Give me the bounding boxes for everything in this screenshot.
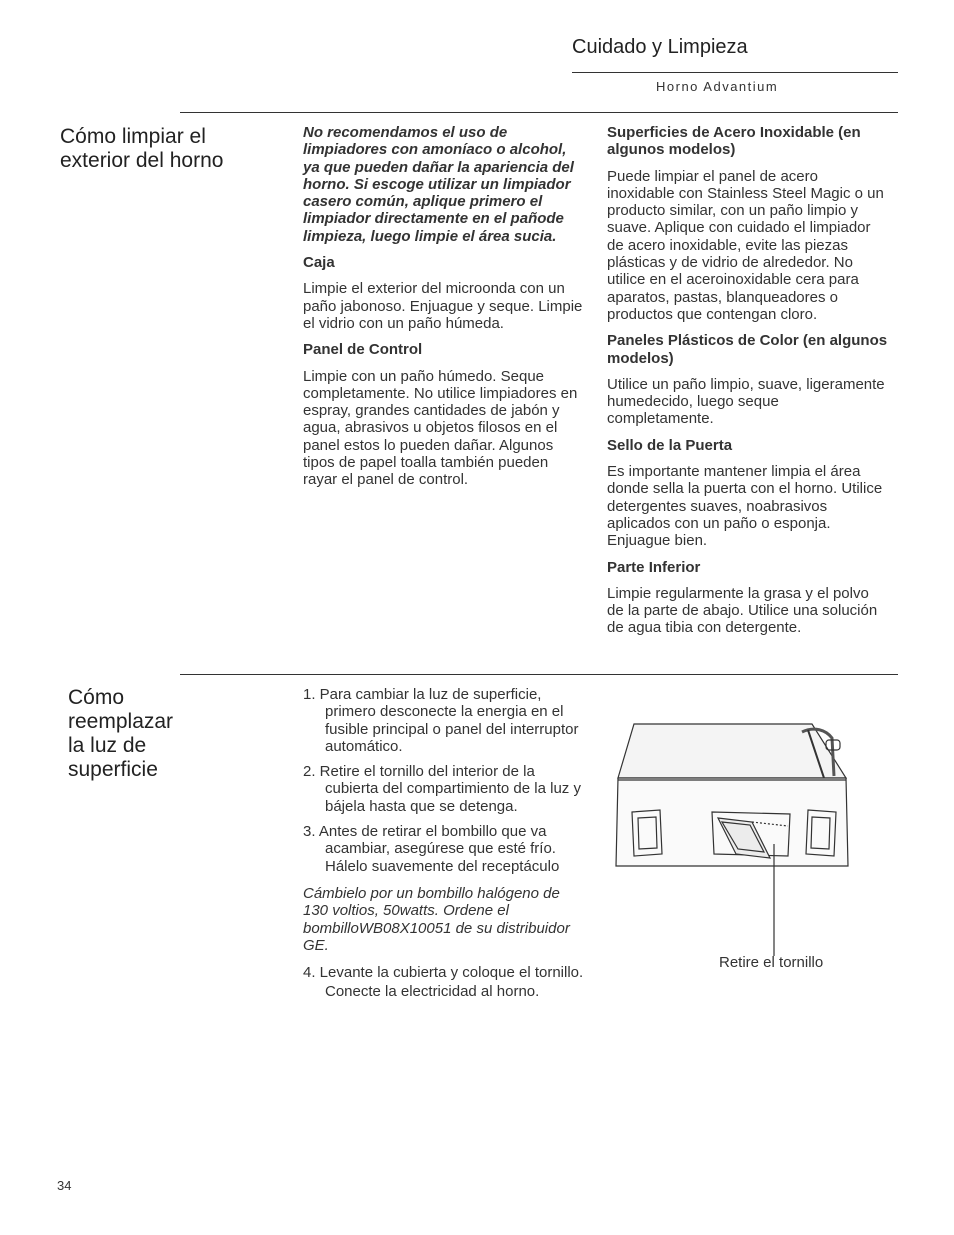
inferior-heading: Parte Inferior: [607, 558, 701, 576]
list-item: 4. Levante la cubierta y coloque el tornillo. Conecte la electricidad al horno.: [303, 964, 584, 1001]
figure-caption: Retire el tornillo: [719, 954, 824, 971]
caja-text: Limpie el exterior del microonda con un paño jabonoso. Enjuague y seque. Limpie el vidrio con un paño húmeda.: [303, 280, 583, 332]
section-divider-middle: [180, 674, 898, 675]
sello-heading: Sello de la Puerta: [607, 436, 733, 454]
caja-heading: Caja: [303, 254, 335, 272]
light-steps-column: [303, 686, 585, 1009]
section-title-exterior: Cómo limpiar el exterior del horno: [60, 125, 224, 172]
panel-text: Limpie con un paño húmedo. Seque completamente. No utilice limpiadores en espray, grandes cantidades de jabón y agua, abrasivos u objetos filosos en el panel estos lo pueden dañar. Algunos tipos de papel toalla también pueden rayar el panel de control.: [303, 367, 578, 489]
oven-bottom-illustration: [612, 718, 858, 958]
section-divider-top: [180, 112, 898, 113]
steps-list-final: [303, 963, 585, 1001]
warning-text: No recomendamos el uso de limpiadores con amoníaco o alcohol, ya que pueden dañar la apariencia del horno. Si escoge utilizar un limpiador casero común, aplique primero el limpiador directamente en el pañode limpieza, luego limpie el área sucia.: [303, 124, 574, 245]
section-title-light: Cómo reemplazar la luz de superficie: [68, 686, 174, 781]
plasticos-heading: Paneles Plásticos de Color (en algunos modelos): [607, 332, 888, 367]
bulb-note: Cámbielo por un bombillo halógeno de 130 voltios, 50watts. Ordene el bombilloWB08X10051 de su distribuidor GE.: [303, 884, 570, 954]
inferior-text: Limpie regularmente la grasa y el polvo de la parte de abajo. Utilice una solución de agua tibia con detergente.: [607, 584, 878, 637]
steps-list: [303, 686, 585, 875]
sello-text: Es importante mantener limpia el área donde sella la puerta con el horno. Utilice detergentes suaves, noabrasivos aplicados con un paño o esponja. Enjuague bien.: [607, 463, 883, 550]
exterior-column-left: [303, 124, 585, 498]
acero-text: Puede limpiar el panel de acero inoxidable con Stainless Steel Magic o un producto similar, con un paño limpio y suave. Aplique con cuidado el limpiador de acero inoxidable, evite las piezas plásticas y de vidrio de alrededor. No utilice en el aceroinoxidable cera para aparatos, pastas, blanqueadores o productos que contengan cloro.: [607, 167, 884, 323]
list-item: 1. Para cambiar la luz de superficie, primero desconecte la energia en el fusible principal o panel del interruptor automático.: [303, 686, 579, 755]
acero-heading: Superficies de Acero Inoxidable (en algunos modelos): [607, 124, 861, 159]
header-rule: [572, 72, 898, 73]
panel-heading: Panel de Control: [303, 341, 423, 359]
list-item: 3. Antes de retirar el bombillo que va acambiar, asegúrese que esté frío. Hálelo suavemente del receptáculo: [303, 823, 560, 875]
page-number: 34: [57, 1178, 72, 1193]
plasticos-text: Utilice un paño limpio, suave, ligeramente humedecido, luego seque completamente.: [607, 375, 885, 428]
exterior-column-right: [607, 124, 889, 646]
header-subtitle: Horno Advantium: [656, 79, 779, 94]
header-title: Cuidado y Limpieza: [572, 36, 748, 58]
list-item: 2. Retire el tornillo del interior de la cubierta del compartimiento de la luz y bájela hasta que se detenga.: [303, 763, 581, 815]
